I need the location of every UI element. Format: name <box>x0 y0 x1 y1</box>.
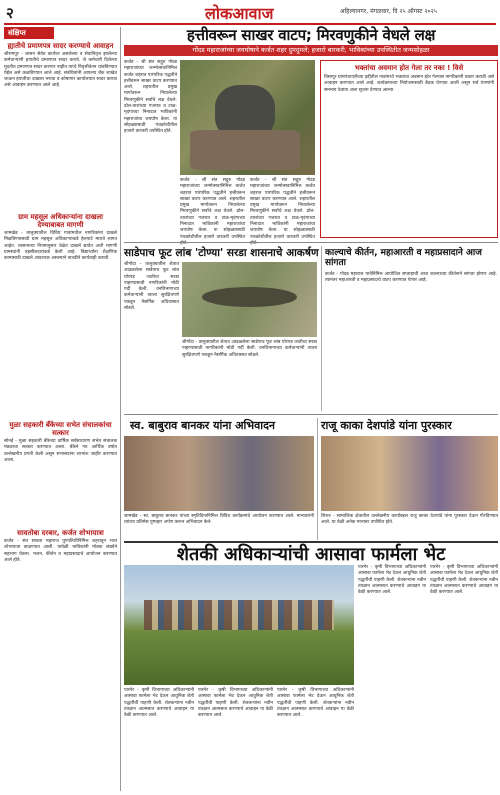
lead-body-col2: कर्जत - श्री संत सद्गुरु गोदड महाराजांच्या जन्मोत्सवानिमित्त कर्जत शहरात पारंपरिक पद्धतीने हत्तीवरून साखर वाटप करण्यात आले. शहरातील प्रमुख मार्गावरून निघालेल्या मिरवणुकीने सर्वांचे लक्ष वेधले. ढोल-ताशांच्या गजरात व टाळ-मृदंगाच्या निनादात भाविकांनी महाराजांचा जयघोष केला. या सोहळ्यासाठी पंचक्रोशीतील हजारो वारकरी उपस्थित होते. <box>180 178 245 246</box>
sidebar-item <box>4 42 117 202</box>
column-rule <box>321 246 322 411</box>
story5-photo-award <box>321 436 498 511</box>
story5-body: शिरूर - सामाजिक क्षेत्रातील उल्लेखनीय कार्याबद्दल राजू काका देशपांडे यांना पुरस्कार देऊन गौरविण्यात आले. या वेळी अनेक मान्यवर उपस्थित होते. <box>321 514 498 526</box>
sidebar-item-head: मुळा सहकारी बँकेच्या सभेत संचालकांचा सत्कार <box>9 421 112 437</box>
sidebar-label: संक्षिप्त <box>4 27 54 39</box>
story3-headline: काल्याचे कीर्तन, महाआरती व महाप्रसादाने आज सांगता <box>325 248 482 268</box>
sidebar-item-body: सोनई - मुळा सहकारी बँकेच्या वार्षिक सर्वसाधारण सभेत संचालक मंडळाचा सत्कार करण्यात आला. बँकेने गत आर्थिक वर्षात उल्लेखनीय प्रगती केली असून सभासदांना लाभांश जाहीर करण्यात आला. <box>4 439 117 463</box>
dateline: अहिल्यानगर, मंगळवार, दि २५ ऑगस्ट २०२५ <box>340 8 437 15</box>
lead-body-col3: कर्जत - श्री संत सद्गुरु गोदड महाराजांच्या जन्मोत्सवानिमित्त कर्जत शहरात पारंपरिक पद्धतीने हत्तीवरून साखर वाटप करण्यात आले. शहरातील प्रमुख मार्गावरून निघालेल्या मिरवणुकीने सर्वांचे लक्ष वेधले. ढोल-ताशांच्या गजरात व टाळ-मृदंगाच्या निनादात भाविकांनी महाराजांचा जयघोष केला. या सोहळ्यासाठी पंचक्रोशीतील हजारो वारकरी उपस्थित होते. <box>250 178 315 246</box>
story5-headline: राजू काका देशपांडे यांना पुरस्कार <box>321 419 452 432</box>
story2-headline: साडेपाच फूट लांब 'टोण्या' सरडा शासनाचे आकर्षण <box>124 247 319 259</box>
box-body: विसापूर ग्रामपंचायतीच्या हद्दीतील गावांमध्ये भक्तांचा अवमान होत गेल्यास नागरिकांनी तक्रार करावी असे आवाहन करण्यात आले आहे. कार्यक्रमाच्या नियोजनासाठी बैठक घेण्यात आली असून सर्व यंत्रणांनी समन्वय ठेवावा अशा सूचना देण्यात आल्या. <box>324 75 494 93</box>
sidebar-item-body: श्रीरामपूर - शासन सेवेत कार्यरत असलेल्या व सेवानिवृत्त झालेल्या कर्मचाऱ्यांनी हयातीचे प्रमाणपत्र सादर करावे. जे कर्मचारी दिलेल्या मुदतीत प्रमाणपत्र सादर करणार नाहीत त्यांचे निवृत्तीवेतन थांबविण्यात येईल असे कळविण्यात आले आहे. संबंधितांनी आपल्या बँक शाखेत जाऊन हयातीचा दाखला भरावा व कोषागार कार्यालयात सादर करावा असे आवाहन करण्यात आले आहे. <box>4 52 117 89</box>
column-rule <box>120 27 121 791</box>
story6-body-col2: पारनेर - कृषी विभागाच्या अधिकाऱ्यांनी आसावा फार्मला भेट देऊन आधुनिक शेती पद्धतींची पाहणी केली. शेतकऱ्यांना नवीन तंत्रज्ञान आत्मसात करण्याचे आवाहन या वेळी करण्यात आले. <box>198 688 273 719</box>
story6-body-col5: पारनेर - कृषी विभागाच्या अधिकाऱ्यांनी आसावा फार्मला भेट देऊन आधुनिक शेती पद्धतींची पाहणी केली. शेतकऱ्यांना नवीन तंत्रज्ञान आत्मसात करण्याचे आवाहन या वेळी करण्यात आले. <box>430 565 498 596</box>
lead-subhead: गोंदड महाराजांच्या जयघोषाने कर्जत शहर दुमदुमले; हजारो बारकरी, भाविकांच्या उपस्थितीत जन्मसोहळा <box>124 45 498 56</box>
lead-body-col1: कर्जत - श्री संत सद्गुरु गोदड महाराजांच्या जन्मोत्सवानिमित्त कर्जत शहरात पारंपरिक पद्धतीने हत्तीवरून साखर वाटप करण्यात आले. शहरातील प्रमुख मार्गावरून निघालेल्या मिरवणुकीने सर्वांचे लक्ष वेधले. ढोल-ताशांच्या गजरात व टाळ-मृदंगाच्या निनादात भाविकांनी महाराजांचा जयघोष केला. या सोहळ्यासाठी पंचक्रोशीतील हजारो वारकरी उपस्थित होते. <box>124 60 177 135</box>
sidebar-item-head: ग्राम महसूल अधिकाऱ्यांना दाखला देण्याबाबत मागणी <box>18 213 103 229</box>
page-number: २ <box>6 4 14 22</box>
sidebar-item <box>4 529 117 779</box>
story2-photo-lizard <box>182 262 317 337</box>
story4-body: जामखेड - स्व. बाबुराव बानकर यांच्या स्मृतिदिनानिमित्त विविध कार्यक्रमांचे आयोजन करण्यात आले. मान्यवरांनी त्यांच्या प्रतिमेस पुष्पहार अर्पण करून अभिवादन केले. <box>124 514 314 526</box>
column-rule <box>317 418 318 540</box>
sidebar-item <box>4 213 117 421</box>
lead-photo-elephant <box>180 60 315 175</box>
story4-photo-group <box>124 436 314 511</box>
sidebar-item <box>4 421 117 529</box>
story6-photo-farm <box>124 565 354 685</box>
story6-body-col1: पारनेर - कृषी विभागाच्या अधिकाऱ्यांनी आसावा फार्मला भेट देऊन आधुनिक शेती पद्धतींची पाहणी केली. शेतकऱ्यांना नवीन तंत्रज्ञान आत्मसात करण्याचे आवाहन या वेळी करण्यात आले. <box>124 688 194 719</box>
story3-body: कर्जत - गोदड महाराज यात्रेनिमित्त आयोजित सप्ताहाची आज काल्याच्या कीर्तनाने सांगता होणार आहे. त्यानंतर महाआरती व महाप्रसादाचे वाटप करण्यात येणार आहे. <box>325 272 497 284</box>
box-headline: भक्तांचा अवमान होत गेला तर नका ! विसे <box>354 64 464 72</box>
story6-headline: शेतकी अधिकाऱ्यांची आसावा फार्मला भेट <box>176 544 446 565</box>
story2-body-col2: श्रीगोंदा - तालुक्यातील शेतात आढळलेला साडेपाच फूट लांब घोरपड जातीचा सरडा पाहण्यासाठी नागरिकांनी मोठी गर्दी केली. वनविभागाच्या कर्मचाऱ्यांनी त्याला सुरक्षितपणे पकडून नैसर्गिक अधिवासात सोडले. <box>182 340 317 358</box>
sidebar-item-body: जामखेड - तालुक्यातील विविध गावांमधील नागरिकांना दाखले मिळविण्यासाठी ग्राम महसूल अधिकाऱ्यांकडे हेलपाटे मारावे लागत आहेत. शासनाच्या नियमानुसार वेळेत दाखले द्यावेत अशी मागणी ग्रामस्थांनी तहसीलदारांकडे केली आहे. विद्यार्थ्यांना शैक्षणिक कामासाठी दाखले आवश्यक असल्याने तातडीने कार्यवाही करावी. <box>4 231 117 262</box>
story6-body-col3: पारनेर - कृषी विभागाच्या अधिकाऱ्यांनी आसावा फार्मला भेट देऊन आधुनिक शेती पद्धतींची पाहणी केली. शेतकऱ्यांना नवीन तंत्रज्ञान आत्मसात करण्याचे आवाहन या वेळी करण्यात आले. <box>277 688 354 719</box>
lead-headline: हत्तीवरून साखर वाटप; मिरवणुकीने वेधले लक्ष <box>186 26 436 44</box>
sidebar-column <box>4 27 117 791</box>
story4-headline: स्व. बाबुराव बानकर यांना अभिवादन <box>130 419 276 432</box>
masthead: लोकआवाज <box>205 4 274 23</box>
box-story <box>320 60 498 238</box>
sidebar-item-head: सावतोबा दरबार, कर्जत शोभायात्रा <box>17 529 104 537</box>
story6-body-col4: पारनेर - कृषी विभागाच्या अधिकाऱ्यांनी आसावा फार्मला भेट देऊन आधुनिक शेती पद्धतींची पाहणी केली. शेतकऱ्यांना नवीन तंत्रज्ञान आत्मसात करण्याचे आवाहन या वेळी करण्यात आले. <box>358 565 426 596</box>
sidebar-item-head: ह्यातीचे प्रमाणपत्र सादर करण्याचे आवाहन <box>7 42 114 50</box>
sidebar-item-body: कर्जत - संत सावता महाराज पुण्यतिथीनिमित्त शहरातून भव्य शोभायात्रा काढण्यात आली. यावेळी भाविकांनी मोठ्या संख्येने सहभाग घेतला. भजन, कीर्तन व महाप्रसादाचे आयोजन करण्यात आले होते. <box>4 539 117 563</box>
story2-body-col1: श्रीगोंदा - तालुक्यातील शेतात आढळलेला साडेपाच फूट लांब घोरपड जातीचा सरडा पाहण्यासाठी नागरिकांनी मोठी गर्दी केली. वनविभागाच्या कर्मचाऱ्यांनी त्याला सुरक्षितपणे पकडून नैसर्गिक अधिवासात सोडले. <box>124 262 179 312</box>
divider <box>124 242 498 243</box>
divider <box>124 414 498 415</box>
